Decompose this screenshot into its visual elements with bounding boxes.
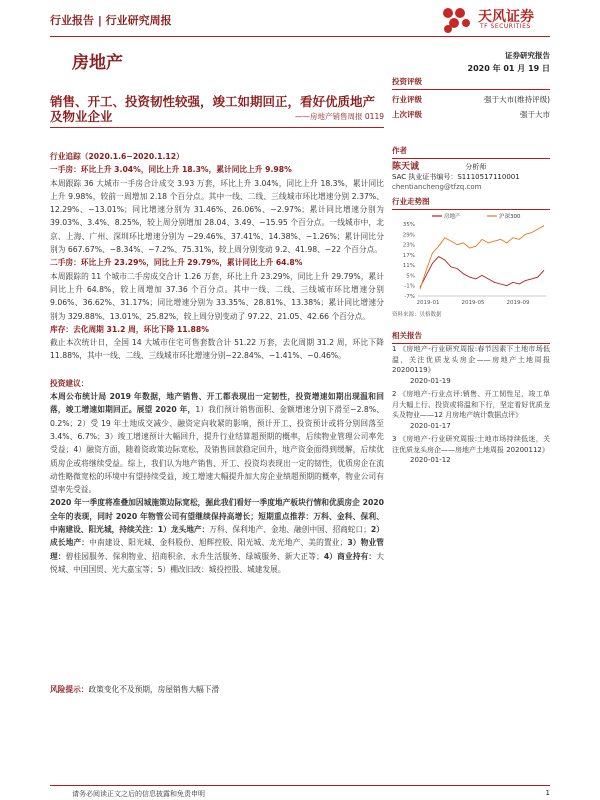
outlook-bold4: 4）商业持有： <box>323 551 377 561</box>
chart-source: 资料来源：贝格数据 <box>392 312 442 318</box>
rating-panel <box>392 76 550 120</box>
related-report-item[interactable] <box>392 434 550 466</box>
first-hand-text: 本周跟踪 36 大城市一手房合计成交 3.93 万套，环比上升 3.04%，同比上升 18.3%，累计同比上升 9.98%，较前一周增加 2.18 个百分点。其中一线、二线、三线城市环比增速分别 2.37%、12.29%、−13.01%；同比增速分别为 31.46%、26.06%、−2.97%；累计同比增速分别为 39.03%、3.4%、8.25%，较上周分别增加 28.04、3.49、−15.95 个百分点。一线城市中，北京、上海、广州、深圳环比增速分别为 −29.46%、37.41%、14.38%、−1.26%；累计同比分别为 667.67%、−8.34%、−7.2%、75.31%，较上周分别变动 9.2、41.98、−22 个百分点。 <box>50 178 384 255</box>
x-tick-label: 2019-01 <box>416 300 440 306</box>
outlook-text2: 中南建设、阳光城、金科股份、旭辉控股、阳光城、龙光地产、美的置业； <box>89 538 348 548</box>
tracking-head: 行业追踪（2020.1.6−2020.1.12） <box>50 152 184 161</box>
rating-row <box>392 94 550 105</box>
report-subtitle: ——房地产销售周报 0119 <box>295 112 384 121</box>
y-tick-label: 29% <box>402 232 415 239</box>
main-body <box>50 150 384 576</box>
risk-text: 政策变化不及预期，房屋销售大幅下滑 <box>88 685 220 694</box>
related-report-date: 2020-01-19 <box>410 376 451 385</box>
rating-head: 投资评级 <box>392 76 550 90</box>
prev-rating-row <box>392 109 550 120</box>
related-report-date: 2020-01-12 <box>410 456 451 464</box>
analyst-role: 分析师 <box>465 163 487 171</box>
outlook-paragraph <box>50 496 384 576</box>
series-line-csi300 <box>420 226 544 289</box>
advice-bold: 本周公布统计局 2019 年数据，地产销售、开工都表现出一定韧性，投资增速如期出现温和回落，竣工增速如期回正。展望 2020 年， <box>50 392 384 415</box>
prev-rating-value: 强于大市 <box>520 110 550 119</box>
y-tick-label: 11% <box>402 263 415 270</box>
title-divider <box>50 127 384 128</box>
advice-paragraph <box>50 390 384 496</box>
y-tick-label: -1% <box>404 283 415 290</box>
series-line-real-estate <box>420 257 544 288</box>
related-list <box>392 344 550 469</box>
first-hand-head: 一手房：环比上升 3.04%，同比上升 18.3%，累计同比上升 9.98% <box>50 165 292 175</box>
logo-subtext: TF SECURITIES <box>480 23 531 30</box>
page-number: 1 <box>545 789 550 797</box>
stock-text: 截止本次统计日，全国 14 大城市住宅可售套数合计 51.22 万套，去化周期 31.2 周，环比下降 11.88%，其中一线、二线、三线城市环比增速分别−22.84%、−1.41%、−0.46%。 <box>50 338 384 361</box>
risk-head: 风险提示： <box>50 685 89 694</box>
report-category: 行业报告 | 行业研究周报 <box>50 14 172 27</box>
chart-head: 行业走势图 <box>392 196 550 210</box>
second-hand-text: 本周跟踪的 11 个城市二手房成交合计 1.26 万套，环比上升 23.29%，同比上升 29.79%，累计同比上升 64.8%，较上周增加 37.36 个百分点。其中一线、二线、三线城市环比增速分别 9.06%、36.62%、31.17%；同比增速分别为 33.35%、28.81%、13.38%；累计同比增速分别为 329.88%、13.01%、25.82%，较上周分别变动了 97.22、21.05、42.66 个百分点。 <box>50 271 384 321</box>
second-hand-head: 二手房：环比上升 23.29%，同比上升 29.79%，累计同比上升 64.8% <box>50 258 303 268</box>
outlook-text1: 万科、保利地产、金地、融创中国、招商蛇口； <box>209 525 371 535</box>
stock-head: 库存：去化周期 31.2 周，环比下降 11.88% <box>50 324 209 334</box>
advice-head: 投资建议： <box>50 378 89 388</box>
industry-trend-chart <box>392 210 550 310</box>
x-tick-label: 2019-09 <box>506 300 530 306</box>
prev-rating-key: 上次评级 <box>392 110 422 119</box>
sector-title: 房地产 <box>72 53 123 73</box>
analyst-name: 陈天诚 <box>392 162 420 172</box>
advice-text: 1）我们预计销售面积、金额增速分别下滑至−2.8%、0.2%；2）受 19 年土地成交减少、融资定向收紧的影响，预计开工、投资预计或将分别回落至 3.4%、6.7%；3）竣工增速预计大幅回升，提升行业结算超预期的概率，后续物业管理公司率先受益；4）融资方面，随着资政策边际宽松，及销售回款稳定回升，地产资金面得到缓解，后续优质房企或将继续受益。综上，我们认为地产销售、开工、投资均表现出一定的韧性，优质房企在流动性略微宽松的环境中有望持续受益，竣工增速大幅提升加大房企业绩超预期的概率，物业公司有望率先受益。 <box>50 405 384 495</box>
related-report-item[interactable] <box>392 389 550 431</box>
footer-disclaimer: 请务必阅读正文之后的信息披露和免责申明 <box>72 790 205 798</box>
y-tick-label: 5% <box>406 273 415 280</box>
y-tick-label: 23% <box>402 242 415 249</box>
rating-key: 行业评级 <box>392 95 422 104</box>
report-date: 2020 年 01 月 19 日 <box>467 64 550 73</box>
tf-logo-icon <box>438 5 474 35</box>
analyst-block <box>392 146 550 192</box>
outlook-text3: 碧桂园服务、保利物业、招商积余、永升生活服务、绿城服务、新大正等； <box>65 551 324 561</box>
y-tick-label: -7% <box>404 294 415 300</box>
related-report-title: 3 《房地产-行业研究周报:土地市场持续低迷，关注优质龙头房企——房地产土地周报 20200112》 <box>392 435 550 454</box>
outlook-text4: 大悦城、中国国贸、光大嘉宝等；5）棚改旧改：城投控股、城建发展。 <box>50 551 384 574</box>
analyst-cert: SAC 执业证书编号：S1110517110001 <box>392 173 520 181</box>
report-title: 销售、开工、投资韧性较强，竣工如期回正，看好优质地产及物业企业 <box>50 94 376 124</box>
outlook-bold2: 2）成长地产： <box>50 525 384 548</box>
analyst-email[interactable]: chentiancheng@tfzq.com <box>392 183 482 191</box>
footer-divider <box>50 785 550 786</box>
outlook-bold3: 3）物业管理： <box>50 538 384 561</box>
report-type: 证券研究报告 <box>505 51 550 60</box>
header-divider <box>50 36 550 37</box>
risk-line <box>50 684 219 695</box>
legend-label: 房地产 <box>444 214 461 220</box>
rating-value: 强于大市(维持评级) <box>484 95 550 104</box>
analyst-head: 作者 <box>392 146 550 159</box>
related-head: 相关报告 <box>392 330 550 344</box>
related-report-title: 1 《房地产-行业研究周报:春节因素下土地市场低温，关注优质龙头房企——房地产土地周报 20200119》 <box>392 345 550 374</box>
outlook-bold: 2020 年一季度将准叠加因城施策边际宽松，掘此我们看好一季度地产板块行情和优质房企 2020 全年的表现，同时 2020 年物管公司有望继续保持高增长；短期重点推荐：万科、金科、保利、中南建设、阳光城，持续关注：1）龙头地产： <box>50 498 384 535</box>
y-tick-label: 17% <box>402 252 415 259</box>
x-tick-label: 2019-05 <box>461 300 485 306</box>
related-report-item[interactable] <box>392 344 550 386</box>
legend-label: 沪深300 <box>499 214 521 220</box>
logo-text: 天风证券 <box>478 9 534 25</box>
y-tick-label: 35% <box>402 222 415 228</box>
related-report-date: 2020-01-17 <box>410 421 451 430</box>
related-report-title: 2 《房地产-行业点评:销售、开工韧性足，竣工单月大幅上行、投资或将温和下行，坚定看好优质龙头及物业——12 月房地产统计数据点评》 <box>392 390 550 419</box>
